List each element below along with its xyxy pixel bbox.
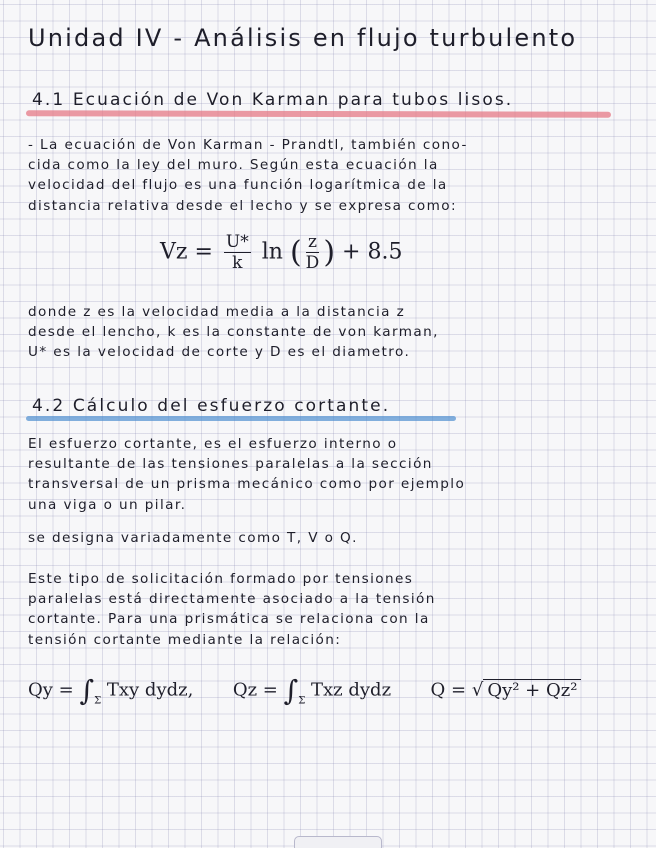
heading-highlight-blue: [26, 416, 456, 421]
text-line: cortante. Para una prismática se relaciona con la: [28, 611, 430, 628]
integral-sign: ∫: [283, 674, 299, 707]
text-line: distancia relativa desde el lecho y se expresa como:: [28, 197, 457, 214]
text-line: resultante de las tensiones paralelas a la sección: [28, 456, 433, 473]
heading-highlight-red: [26, 110, 611, 118]
shear-definition-paragraph: [28, 434, 638, 515]
text-line: se designa variadamente como T, V o Q.: [28, 530, 358, 546]
section-heading-4-2: 4.2 Cálculo del esfuerzo cortante.: [32, 396, 391, 416]
q-lhs: Q =: [430, 679, 467, 701]
integral-sign: ∫: [79, 674, 95, 707]
intro-paragraph: [28, 135, 628, 216]
ratio-fraction: [306, 232, 320, 273]
page-title: Unidad IV - Análisis en flujo turbulento: [28, 24, 578, 52]
qz-lhs: Qz =: [232, 679, 278, 701]
text-line: cida como la ley del muro. Según esta ecuación la: [28, 157, 439, 174]
fraction-numerator: U*: [225, 232, 249, 252]
qy-integrand: Txy dydz,: [106, 679, 194, 701]
binder-tab: [294, 836, 382, 848]
text-line: U* es la velocidad de corte y D es el diametro.: [28, 344, 411, 361]
fraction-denominator: k: [232, 253, 243, 273]
designation-paragraph: [28, 528, 628, 548]
ln-operator: ln: [261, 239, 283, 265]
section-heading-4-1: 4.1 Ecuación de Von Karman para tubos lisos.: [32, 90, 514, 110]
relation-paragraph: [28, 569, 628, 650]
open-paren: (: [289, 235, 302, 270]
text-line: transversal de un prisma mecánico como por ejemplo: [28, 476, 466, 493]
text-line: El esfuerzo cortante, es el esfuerzo interno o: [28, 436, 398, 452]
text-line: donde z es la velocidad media a la distancia z: [28, 304, 406, 320]
ratio-denominator: D: [305, 253, 320, 273]
text-line: tensión cortante mediante la relación:: [28, 631, 342, 648]
q-rhs: Qy² + Qz²: [483, 679, 581, 701]
velocity-fraction: [224, 232, 251, 273]
explanation-paragraph: [28, 302, 628, 363]
text-line: - La ecuación de Von Karman - Prandtl, también cono-: [28, 137, 468, 153]
equation-lhs: Vz =: [160, 239, 213, 265]
integral-subscript: Σ: [94, 695, 102, 707]
text-line: velocidad del flujo es una función logarítmica de la: [28, 177, 448, 194]
integral-subscript: Σ: [298, 695, 306, 707]
ratio-numerator: z: [306, 232, 320, 253]
qy-lhs: Qy =: [28, 679, 74, 701]
shear-force-equations: [28, 674, 581, 707]
close-paren: ): [323, 235, 336, 270]
equation-constant: + 8.5: [342, 239, 403, 265]
text-line: una viga o un pilar.: [28, 496, 187, 513]
text-line: paralelas está directamente asociado a la tensión: [28, 591, 436, 608]
von-karman-equation: [160, 232, 402, 273]
text-line: Este tipo de solicitación formado por tensiones: [28, 571, 414, 587]
text-line: desde el lencho, k es la constante de von karman,: [28, 324, 439, 341]
qz-integrand: Txz dydz: [311, 679, 392, 701]
sqrt-sign: √: [471, 679, 484, 701]
